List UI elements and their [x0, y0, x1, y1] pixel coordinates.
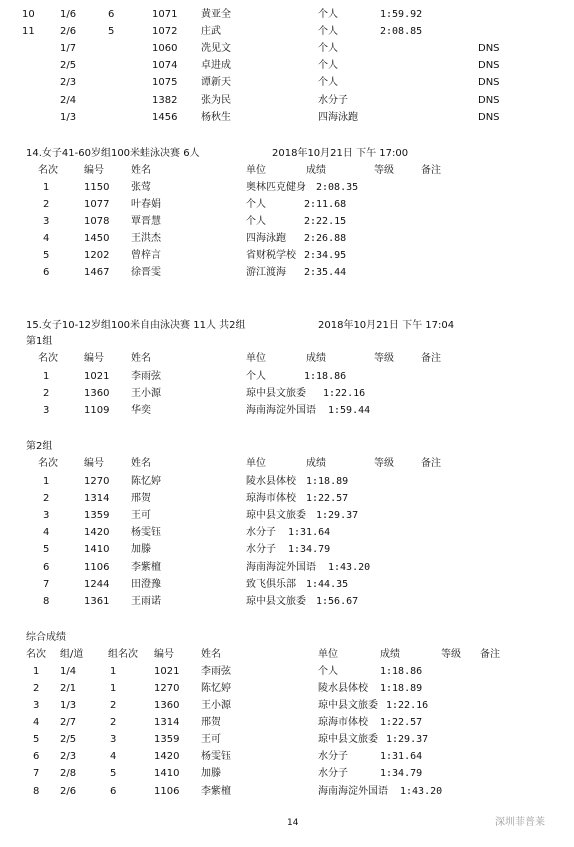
- watermark-text: 深圳菲普莱: [495, 817, 545, 828]
- table-row: 1 1150 张莺 奥林匹克健身 2:08.35: [43, 182, 359, 193]
- table-row: 2/3 1075 谭新天 个人 DNS: [60, 77, 500, 88]
- event-title: 15.女子10-12岁组100米自由泳决赛 11人 共2组: [26, 320, 246, 331]
- table-row: 2/4 1382 张为民 水分子 DNS: [60, 95, 500, 106]
- table-row: 4 1420 杨雯钰 水分子 1:31.64: [43, 527, 331, 538]
- table-row: 3 1109 华奕 海南海淀外国语 1:59.44: [43, 405, 371, 416]
- table-row: 5 2/5 3 1359 王可 琼中县文旅委 1:29.37: [33, 734, 429, 745]
- table-row: 2 2/1 1 1270 陈忆婷 陵水县体校 1:18.89: [33, 683, 423, 694]
- table-row: 1 1021 李雨弦 个人 1:18.86: [43, 371, 347, 382]
- table-row: 2 1360 王小源 琼中县文旅委 1:22.16: [43, 388, 366, 399]
- table-header: 名次 编号 姓名 单位 成绩 等级 备注: [38, 458, 441, 469]
- overall-label: 综合成绩: [26, 632, 66, 643]
- table-row: 1 1270 陈忆婷 陵水县体校 1:18.89: [43, 476, 349, 487]
- table-row: 7 2/8 5 1410 加滕 水分子 1:34.79: [33, 768, 423, 779]
- table-row: 2 1077 叶春娟 个人 2:11.68: [43, 199, 347, 210]
- table-row: 8 2/6 6 1106 李紫檀 海南海淀外国语 1:43.20: [33, 786, 443, 797]
- table-row: 6 2/3 4 1420 杨雯钰 水分子 1:31.64: [33, 751, 423, 762]
- table-row: 10 1/6 6 1071 黄亚全 个人 1:59.92: [22, 9, 423, 20]
- table-row: 3 1/3 2 1360 王小源 琼中县文旅委 1:22.16: [33, 700, 429, 711]
- table-header: 名次 编号 姓名 单位 成绩 等级 备注: [38, 353, 441, 364]
- table-row: 2/5 1074 卓进成 个人 DNS: [60, 60, 500, 71]
- table-row: 11 2/6 5 1072 庄武 个人 2:08.85: [22, 26, 423, 37]
- table-row: 7 1244 田澄豫 致飞俱乐部 1:44.35: [43, 579, 349, 590]
- table-header: 名次 组/道 组名次 编号 姓名 单位 成绩 等级 备注: [26, 649, 500, 660]
- table-row: 1 1/4 1 1021 李雨弦 个人 1:18.86: [33, 666, 423, 677]
- group-label: 第2组: [26, 441, 53, 452]
- table-row: 1/7 1060 冼见文 个人 DNS: [60, 43, 500, 54]
- table-row: 5 1202 曾梓言 省财税学校 2:34.95: [43, 250, 347, 261]
- group-label: 第1组: [26, 336, 53, 347]
- table-row: 4 1450 王洪杰 四海泳跑 2:26.88: [43, 233, 347, 244]
- table-row: 1/3 1456 杨秋生 四海泳跑 DNS: [60, 112, 500, 123]
- table-row: 3 1359 王可 琼中县文旅委 1:29.37: [43, 510, 359, 521]
- table-header: 名次 编号 姓名 单位 成绩 等级 备注: [38, 165, 441, 176]
- table-row: 5 1410 加滕 水分子 1:34.79: [43, 544, 331, 555]
- event-datetime: 2018年10月21日 下午 17:00: [272, 148, 409, 159]
- page-number: 14: [287, 818, 299, 828]
- event-datetime: 2018年10月21日 下午 17:04: [318, 320, 455, 331]
- table-row: 3 1078 覃晋慧 个人 2:22.15: [43, 216, 347, 227]
- table-row: 2 1314 邢贺 琼海市体校 1:22.57: [43, 493, 349, 504]
- table-row: 8 1361 王雨诺 琼中县文旅委 1:56.67: [43, 596, 359, 607]
- event-title: 14.女子41-60岁组100米蛙泳决赛 6人: [26, 148, 200, 159]
- table-row: 4 2/7 2 1314 邢贺 琼海市体校 1:22.57: [33, 717, 423, 728]
- table-row: 6 1106 李紫檀 海南海淀外国语 1:43.20: [43, 562, 371, 573]
- table-row: 6 1467 徐晋雯 游江渡海 2:35.44: [43, 267, 347, 278]
